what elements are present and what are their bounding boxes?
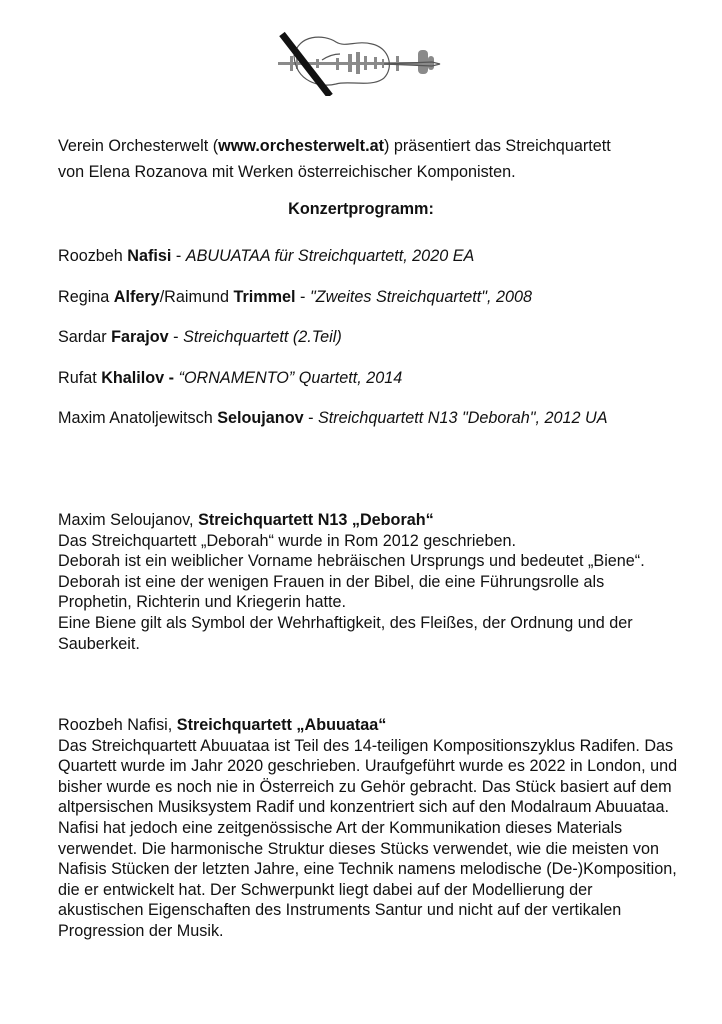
section-title bbox=[58, 510, 678, 531]
separator: - bbox=[303, 409, 318, 427]
intro-text: Verein Orchesterwelt ( bbox=[58, 137, 219, 155]
intro-text-line2: von Elena Rozanova mit Werken österreichischer Komponisten. bbox=[58, 163, 516, 181]
composer-last: Khalilov - bbox=[101, 368, 175, 387]
work-title: Streichquartett (2.Teil) bbox=[183, 328, 342, 346]
section-title-composer: Maxim Seloujanov, bbox=[58, 511, 199, 529]
program-item bbox=[58, 367, 688, 408]
intro-text: ) präsentiert das Streichquartett bbox=[383, 137, 611, 155]
program-item bbox=[58, 286, 688, 327]
section-line: Deborah ist ein weiblicher Vorname hebräischen Ursprungs und bedeutet „Biene“. bbox=[58, 552, 645, 571]
composer-second-last: Trimmel bbox=[233, 287, 296, 306]
work-title: ABUUATAA für Streichquartett, 2020 EA bbox=[185, 247, 475, 265]
section-title-work: Streichquartett „Abuuataa“ bbox=[176, 716, 387, 734]
composer-first: Rufat bbox=[58, 368, 102, 387]
separator: - bbox=[295, 287, 310, 306]
work-title: "Zweites Streichquartett", 2008 bbox=[309, 287, 532, 306]
composer-last: Alfery bbox=[113, 287, 160, 306]
orchesterwelt-logo bbox=[276, 26, 448, 96]
separator: - bbox=[168, 328, 184, 346]
composer-second-first: /Raimund bbox=[159, 287, 234, 306]
composer-last: Nafisi bbox=[127, 247, 172, 265]
section-line: Eine Biene gilt als Symbol der Wehrhaftigkeit, des Fleißes, der Ordnung und der Sauberkeit. bbox=[58, 613, 633, 653]
composer-last: Seloujanov bbox=[217, 409, 304, 427]
composer-first: Sardar bbox=[58, 328, 112, 346]
abuuataa-section bbox=[58, 715, 678, 942]
section-title-composer: Roozbeh Nafisi, bbox=[58, 716, 177, 734]
section-title-work: Streichquartett N13 „Deborah“ bbox=[198, 511, 434, 529]
logo-graphic bbox=[276, 26, 448, 96]
program-item bbox=[58, 407, 688, 448]
section-line: Das Streichquartett „Deborah“ wurde in Rom 2012 geschrieben. bbox=[58, 531, 516, 550]
program-item bbox=[58, 326, 688, 367]
program-list bbox=[58, 245, 688, 448]
section-body: Das Streichquartett Abuuataa ist Teil des 14-teiligen Kompositionszyklus Radifen. Das Quartett wurde im Jahr 2020 geschrieben. Uraufgeführt wurde es 2022 in London, und bisher wurde es noch nie in Österreich zu Gehör gebracht. Das Stück basiert auf dem altpersischen Musiksystem Radif und konzentriert sich auf den Modalraum Abuuataa. Nafisi hat jedoch eine zeitgenössische Art der Kommunikation dieses Materials verwendet. Die harmonische Struktur dieses Stücks verwendet, wie die meisten von Nafisis Stücken der letzten Jahre, eine Technik namens melodische (De-)Komposition, die er entwickelt hat. Der Schwerpunkt liegt dabei auf der Modellierung der akustischen Eigenschaften des Instruments Santur und nicht auf der vertikalen Progression der Musik. bbox=[58, 736, 678, 940]
deborah-section bbox=[58, 510, 678, 654]
work-title: “ORNAMENTO” Quartett, 2014 bbox=[178, 368, 403, 387]
website-link[interactable]: www.orchesterwelt.at bbox=[218, 137, 384, 155]
section-line: Deborah ist eine der wenigen Frauen in der Bibel, die eine Führungsrolle als Prophetin, Richterin und Kriegerin hatte. bbox=[58, 572, 605, 612]
work-title: Streichquartett N13 "Deborah", 2012 UA bbox=[317, 409, 608, 427]
composer-first: Regina bbox=[58, 287, 114, 306]
separator: - bbox=[171, 247, 186, 265]
intro-paragraph bbox=[58, 133, 678, 185]
composer-last: Farajov bbox=[111, 328, 169, 346]
composer-first: Roozbeh bbox=[58, 247, 128, 265]
section-title bbox=[58, 715, 678, 736]
composer-first: Maxim Anatoljewitsch bbox=[58, 409, 218, 427]
program-item bbox=[58, 245, 688, 286]
program-heading: Konzertprogramm: bbox=[288, 200, 434, 218]
